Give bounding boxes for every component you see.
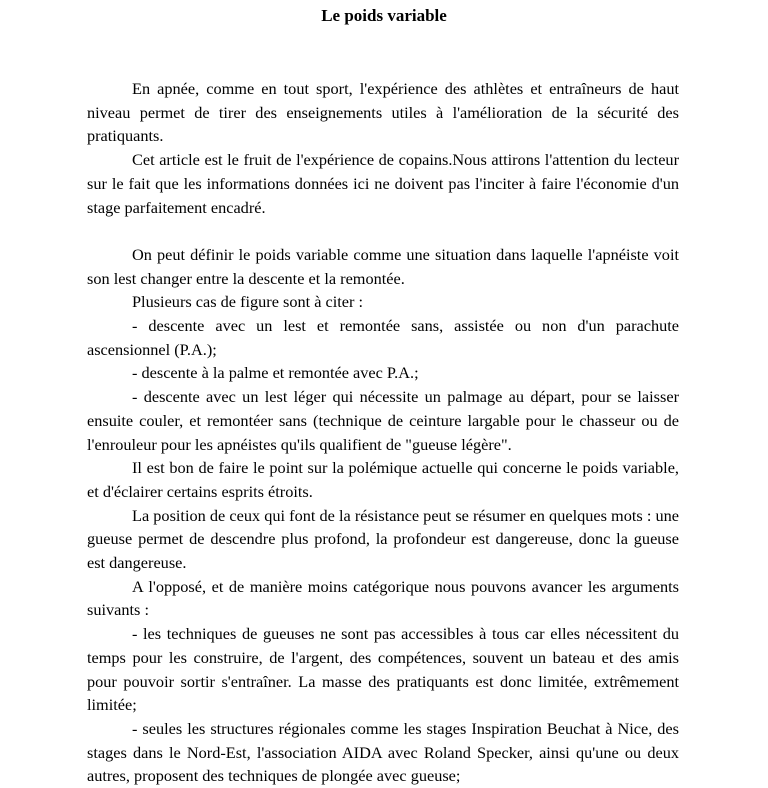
list-item-case-2: - descente à la palme et remontée avec P.A.; [132, 363, 419, 383]
paragraph-definition: On peut définir le poids variable comme une situation dans laquelle l'apnéiste voit son lest changer entre la descente et la remontée. [87, 244, 679, 288]
paragraph-article-note: Cet article est le fruit de l'expérience de copains.Nous attirons l'attention du lecteur sur le fait que les informations données ici ne doivent pas l'inciter à faire l'économie d'un stage parfaitement encadré. [87, 150, 679, 217]
document-title: Le poids variable [321, 6, 447, 25]
paragraph-spacer [87, 219, 679, 243]
paragraph-polemic: Il est bon de faire le point sur la polémique actuelle qui concerne le poids variable, et d'éclairer certains esprits étroits. [87, 458, 679, 501]
document-body [87, 77, 679, 788]
paragraph-intro: En apnée, comme en tout sport, l'expérience des athlètes et entraîneurs de haut niveau permet de tirer des enseignements utiles à l'amélioration de la sécurité des pratiquants. [87, 79, 679, 146]
list-item-argument-2: - seules les structures régionales comme les stages Inspiration Beuchat à Nice, des stages dans le Nord-Est, l'association AIDA avec Roland Specker, ainsi qu'une ou deux autres, proposent des techniques de plongée avec gueuse; [87, 718, 679, 786]
list-item-case-3: - descente avec un lest léger qui nécessite un palmage au départ, pour se laisser ensuite couler, et remontéer sans (technique de ceinture largable pour le chasseur ou de l'enrouleur pour les apnéistes qu'ils qualifient de "gueuse légère". [87, 387, 679, 454]
list-item-case-1: - descente avec un lest et remontée sans, assistée ou non d'un parachute ascensionnel (P.A.); [87, 316, 679, 359]
list-item-argument-1: - les techniques de gueuses ne sont pas accessibles à tous car elles nécessitent du temps pour les construire, de l'argent, des compétences, souvent un bateau et des amis pour pouvoir sortir s'entraîner. La masse des pratiquants est donc limitée, extrêmement limitée; [87, 624, 679, 715]
paragraph-resistance: La position de ceux qui font de la résistance peut se résumer en quelques mots : une gueuse permet de descendre plus profond, la profondeur est dangereuse, donc la gueuse est dangereuse. [87, 505, 679, 573]
paragraph-arguments-intro: A l'opposé, et de manière moins catégorique nous pouvons avancer les arguments suivants : [87, 576, 679, 620]
paragraph-cases-intro: Plusieurs cas de figure sont à citer : [132, 292, 364, 312]
